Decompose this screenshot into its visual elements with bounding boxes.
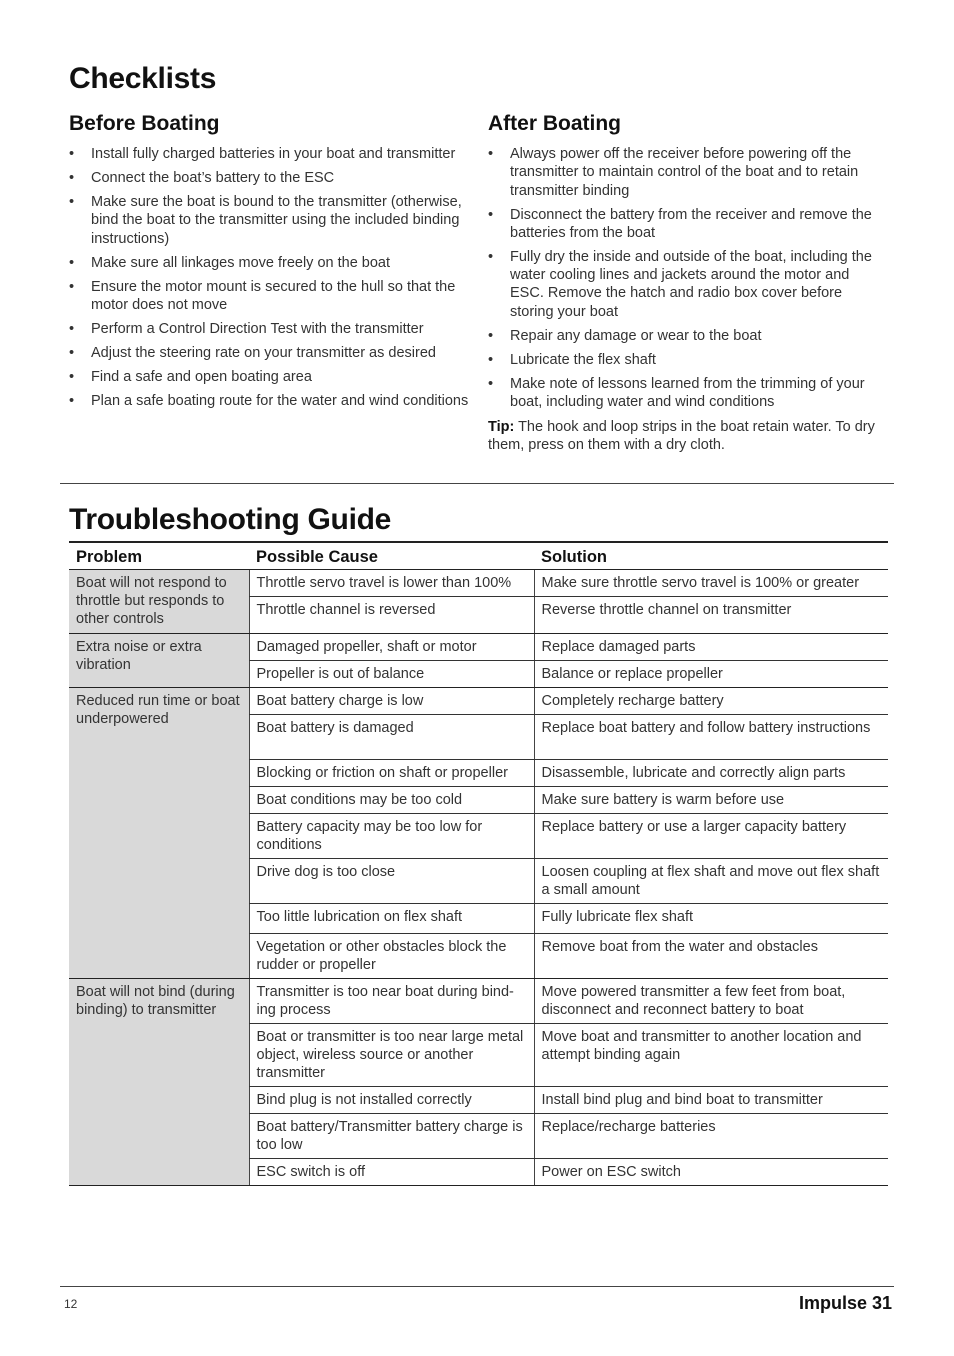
cause-cell: Damaged propeller, shaft or motor — [249, 634, 534, 661]
cause-cell: Blocking or friction on shaft or propeller — [249, 760, 534, 787]
solution-cell: Make sure battery is warm before use — [534, 787, 888, 814]
solution-cell: Power on ESC switch — [534, 1159, 888, 1186]
solution-cell: Move powered transmitter a few feet from boat, disconnect and reconnect battery to boat — [534, 979, 888, 1024]
problem-cell: Extra noise or extra vibration — [69, 634, 249, 688]
solution-cell: Replace boat battery and follow battery instructions — [534, 715, 888, 760]
after-boating-heading: After Boating — [488, 112, 621, 135]
table-row — [69, 634, 888, 661]
solution-cell: Completely recharge battery — [534, 688, 888, 715]
list-item: • Adjust the steering rate on your transmitter as desired — [69, 344, 469, 362]
solution-cell: Balance or replace propeller — [534, 661, 888, 688]
list-item: • Lubricate the flex shaft — [488, 351, 880, 369]
list-item: • Perform a Control Direction Test with the transmitter — [69, 320, 469, 338]
cause-cell: Boat battery/Transmitter battery charge is too low — [249, 1114, 534, 1159]
list-item: • Make sure all linkages move freely on the boat — [69, 254, 469, 272]
header-possible-cause: Possible Cause — [249, 542, 534, 570]
page-number: 12 — [64, 1297, 78, 1311]
solution-cell: Disassemble, lubricate and correctly align parts — [534, 760, 888, 787]
cause-cell: ESC switch is off — [249, 1159, 534, 1186]
tip-text: The hook and loop strips in the boat retain water. To dry them, press on them with a dry cloth. — [488, 419, 875, 454]
list-item: • Fully dry the inside and outside of the boat, including the water cooling lines and jackets around the motor and ESC. Remove the hatch and radio box cover before storing your boat — [488, 248, 880, 321]
list-item: • Disconnect the battery from the receiver and remove the batteries from the boat — [488, 206, 880, 243]
cause-cell: Drive dog is too close — [249, 859, 534, 904]
list-item: • Connect the boat’s battery to the ESC — [69, 169, 469, 187]
cause-cell: Too little lubrication on flex shaft — [249, 904, 534, 934]
list-item: • Make sure the boat is bound to the transmitter (otherwise, bind the boat to the transmitter using the included binding instructions) — [69, 193, 469, 248]
table-row — [69, 979, 888, 1024]
list-item: • Repair any damage or wear to the boat — [488, 327, 880, 345]
solution-cell: Fully lubricate flex shaft — [534, 904, 888, 934]
tip-label: Tip: — [488, 419, 515, 435]
header-problem: Problem — [69, 542, 249, 570]
cause-cell: Boat battery is damaged — [249, 715, 534, 760]
troubleshooting-title: Troubleshooting Guide — [69, 503, 392, 536]
list-item: • Plan a safe boating route for the water and wind conditions — [69, 392, 469, 410]
before-boating-heading: Before Boating — [69, 112, 220, 135]
cause-cell: Boat battery charge is low — [249, 688, 534, 715]
page-title: Checklists — [69, 62, 217, 95]
table-header-row — [69, 542, 888, 570]
cause-cell: Transmitter is too near boat during bind-ing process — [249, 979, 534, 1024]
solution-cell: Replace/recharge batteries — [534, 1114, 888, 1159]
list-item: • Find a safe and open boating area — [69, 368, 469, 386]
tip-note — [488, 418, 888, 455]
after-boating-list — [488, 145, 880, 417]
problem-cell: Reduced run time or boat underpowered — [69, 688, 249, 979]
cause-cell: Boat or transmitter is too near large metal object, wireless source or another transmitter — [249, 1024, 534, 1087]
solution-cell: Make sure throttle servo travel is 100% or greater — [534, 570, 888, 597]
cause-cell: Vegetation or other obstacles block the rudder or propeller — [249, 934, 534, 979]
list-item: • Install fully charged batteries in your boat and transmitter — [69, 145, 469, 163]
before-boating-list — [69, 145, 469, 416]
cause-cell: Throttle servo travel is lower than 100% — [249, 570, 534, 597]
footer-divider — [60, 1286, 894, 1287]
list-item: • Make note of lessons learned from the trimming of your boat, including water and wind conditions — [488, 375, 880, 412]
solution-cell: Replace damaged parts — [534, 634, 888, 661]
cause-cell: Propeller is out of balance — [249, 661, 534, 688]
solution-cell: Replace battery or use a larger capacity battery — [534, 814, 888, 859]
problem-cell: Boat will not bind (during binding) to transmitter — [69, 979, 249, 1186]
solution-cell: Move boat and transmitter to another location and attempt binding again — [534, 1024, 888, 1087]
table-row — [69, 688, 888, 715]
cause-cell: Battery capacity may be too low for conditions — [249, 814, 534, 859]
cause-cell: Throttle channel is reversed — [249, 597, 534, 634]
product-name: Impulse 31 — [798, 1293, 892, 1313]
problem-cell: Boat will not respond to throttle but responds to other controls — [69, 570, 249, 634]
list-item: • Ensure the motor mount is secured to the hull so that the motor does not move — [69, 278, 469, 315]
solution-cell: Remove boat from the water and obstacles — [534, 934, 888, 979]
troubleshooting-table — [69, 541, 888, 1186]
header-solution: Solution — [534, 542, 888, 570]
cause-cell: Boat conditions may be too cold — [249, 787, 534, 814]
section-divider — [60, 483, 894, 484]
solution-cell: Reverse throttle channel on transmitter — [534, 597, 888, 634]
solution-cell: Install bind plug and bind boat to transmitter — [534, 1087, 888, 1114]
cause-cell: Bind plug is not installed correctly — [249, 1087, 534, 1114]
list-item: • Always power off the receiver before powering off the transmitter to maintain control of the boat and to retain transmitter binding — [488, 145, 880, 200]
table-row — [69, 570, 888, 597]
solution-cell: Loosen coupling at flex shaft and move out flex shaft a small amount — [534, 859, 888, 904]
